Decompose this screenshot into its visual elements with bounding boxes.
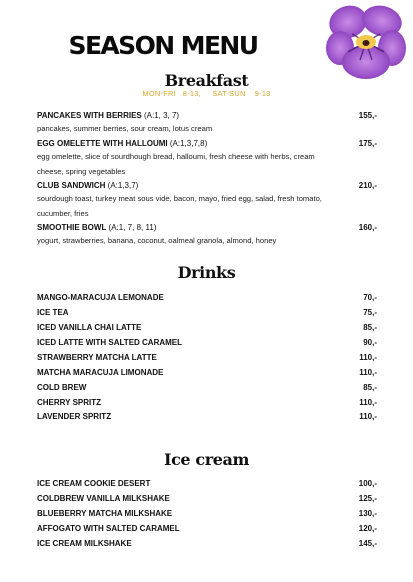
item-price: 110,- bbox=[359, 398, 377, 407]
item-price: 75,- bbox=[363, 308, 377, 317]
menu-item bbox=[37, 538, 377, 549]
menu-item bbox=[37, 322, 377, 333]
item-price: 125,- bbox=[358, 494, 377, 503]
item-allergens: (A:1,3,7,8) bbox=[167, 139, 208, 148]
item-name: CLUB SANDWICH bbox=[37, 181, 106, 190]
item-name: BLUEBERRY MATCHA MILKSHAKE bbox=[37, 509, 173, 518]
menu-item bbox=[37, 478, 377, 489]
menu-title: SEASON MENU bbox=[68, 31, 258, 60]
menu-item bbox=[37, 292, 377, 303]
menu-item bbox=[37, 508, 377, 519]
item-price: 110,- bbox=[359, 368, 377, 377]
menu-item bbox=[37, 367, 377, 378]
menu-item bbox=[37, 382, 377, 393]
item-name: SMOOTHIE BOWL bbox=[37, 223, 107, 232]
item-name: ICED VANILLA CHAI LATTE bbox=[37, 323, 142, 332]
item-name: ICED LATTE WITH SALTED CARAMEL bbox=[37, 338, 183, 347]
menu-item bbox=[37, 352, 377, 363]
item-price: 145,- bbox=[358, 539, 377, 548]
item-price: 110,- bbox=[359, 412, 377, 421]
item-price: 85,- bbox=[363, 323, 377, 332]
menu-item bbox=[37, 222, 377, 233]
item-name: ICE CREAM COOKIE DESERT bbox=[37, 479, 151, 488]
menu-item bbox=[37, 138, 377, 149]
item-allergens: (A:1, 3, 7) bbox=[141, 111, 180, 120]
drinks-heading: Drinks bbox=[177, 263, 236, 282]
item-name: STRAWBERRY MATCHA LATTE bbox=[37, 353, 157, 362]
item-price: 160,- bbox=[358, 223, 377, 232]
menu-item bbox=[37, 493, 377, 504]
menu-item bbox=[37, 180, 377, 191]
menu-item bbox=[37, 307, 377, 318]
menu-item bbox=[37, 411, 377, 422]
item-price: 175,- bbox=[358, 139, 377, 148]
item-price: 110,- bbox=[359, 353, 377, 362]
item-name: MANGO-MARACUJA LEMONADE bbox=[37, 293, 164, 302]
item-price: 70,- bbox=[363, 293, 377, 302]
item-price: 85,- bbox=[363, 383, 377, 392]
item-price: 210,- bbox=[358, 181, 377, 190]
item-name: EGG OMELETTE WITH HALLOUMI bbox=[37, 139, 168, 148]
item-description: yogurt, strawberries, banana, coconut, oalmeal granola, almond, honey bbox=[37, 236, 277, 245]
item-price: 100,- bbox=[358, 479, 377, 488]
breakfast-hours: MON-FRI 8-13, SAT-SUN 9-13 bbox=[142, 89, 271, 98]
menu-item bbox=[37, 523, 377, 534]
item-name: AFFOGATO WITH SALTED CARAMEL bbox=[37, 524, 180, 533]
item-name: COLD BREW bbox=[37, 383, 87, 392]
menu-item bbox=[37, 110, 377, 121]
item-price: 155,- bbox=[358, 111, 377, 120]
menu-item bbox=[37, 397, 377, 408]
breakfast-heading: Breakfast bbox=[164, 71, 249, 90]
item-price: 90,- bbox=[363, 338, 377, 347]
item-name: MATCHA MARACUJA LIMONADE bbox=[37, 368, 164, 377]
menu-item bbox=[37, 337, 377, 348]
item-description: sourdough toast, turkey meat sous vide, bacon, mayo, fried egg, salad, fresh tomato, cucumber, fries bbox=[37, 194, 322, 218]
icecream-heading: Ice cream bbox=[163, 450, 250, 469]
item-name: ICE CREAM MILKSHAKE bbox=[37, 539, 132, 548]
item-name: PANCAKES WITH BERRIES bbox=[37, 111, 142, 120]
item-allergens: (A:1, 7, 8, 11) bbox=[106, 223, 157, 232]
item-description: egg omelette, slice of sourdhough bread, halloumi, fresh cheese with herbs, cream cheese, spring vegetables bbox=[37, 152, 315, 176]
item-name: CHERRY SPRITZ bbox=[37, 398, 102, 407]
item-name: COLDBREW VANILLA MILKSHAKE bbox=[37, 494, 170, 503]
item-name: LAVENDER SPRITZ bbox=[37, 412, 112, 421]
item-description: pancakes, summer berries, sour cream, lotus cream bbox=[37, 124, 213, 133]
item-price: 120,- bbox=[358, 524, 377, 533]
item-allergens: (A:1,3,7) bbox=[105, 181, 139, 190]
item-name: ICE TEA bbox=[37, 308, 69, 317]
item-price: 130,- bbox=[358, 509, 377, 518]
